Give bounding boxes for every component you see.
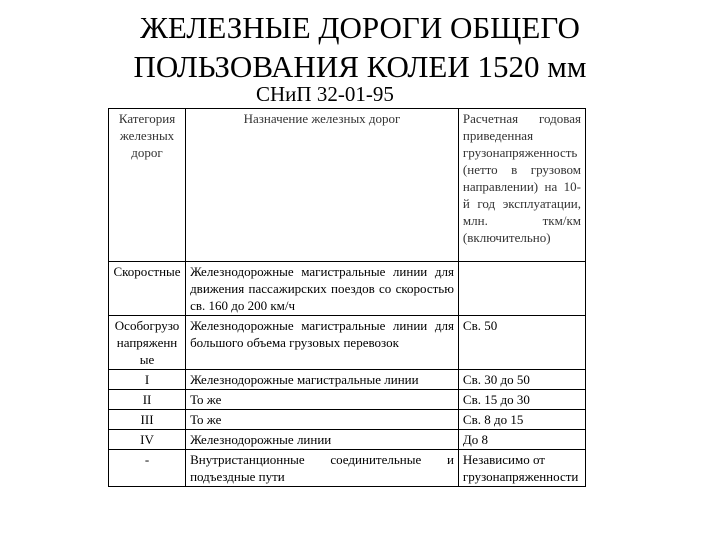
row-category: Скоростные [109,262,186,316]
row-purpose: Внутристанционные соединительные и подъездные пути [186,450,459,487]
row-purpose: Железнодорожные магистральные линии для большого объема грузовых перевозок [186,316,459,370]
header-category: Категория железных дорог [109,109,186,262]
row-load [458,262,585,316]
row-category: Особогрузонапряженные [109,316,186,370]
header-load: Расчетная годовая приведенная грузонапряженность (нетто в грузовом направлении) на 10-й год эксплуатации, млн. ткм/км (включительно) [458,109,585,262]
row-load: Св. 30 до 50 [458,370,585,390]
table-row [109,316,586,370]
row-category: II [109,390,186,410]
table-header-row [109,109,586,262]
title-line-1: ЖЕЛЕЗНЫЕ ДОРОГИ ОБЩЕГО [140,10,580,45]
row-category: I [109,370,186,390]
row-load: Св. 8 до 15 [458,410,585,430]
row-category: IV [109,430,186,450]
page-title [0,8,720,86]
table-row [109,370,586,390]
row-purpose: Железнодорожные линии [186,430,459,450]
title-line-2: ПОЛЬЗОВАНИЯ КОЛЕИ 1520 мм [133,49,587,84]
table-row [109,390,586,410]
row-category: III [109,410,186,430]
row-category: - [109,450,186,487]
standard-code: СНиП 32-01-95 [256,82,394,106]
table-row [109,410,586,430]
header-purpose: Назначение железных дорог [186,109,459,262]
table-row [109,450,586,487]
table-row [109,430,586,450]
row-purpose: Железнодорожные магистральные линии для движения пассажирских поездов со скоростью св. 160 до 200 км/ч [186,262,459,316]
row-load: Св. 15 до 30 [458,390,585,410]
row-purpose: Железнодорожные магистральные линии [186,370,459,390]
row-load: Независимо от грузонапряженности [458,450,585,487]
railway-category-table [108,108,586,487]
row-load: Св. 50 [458,316,585,370]
table-row [109,262,586,316]
row-load: До 8 [458,430,585,450]
row-purpose: То же [186,410,459,430]
row-purpose: То же [186,390,459,410]
